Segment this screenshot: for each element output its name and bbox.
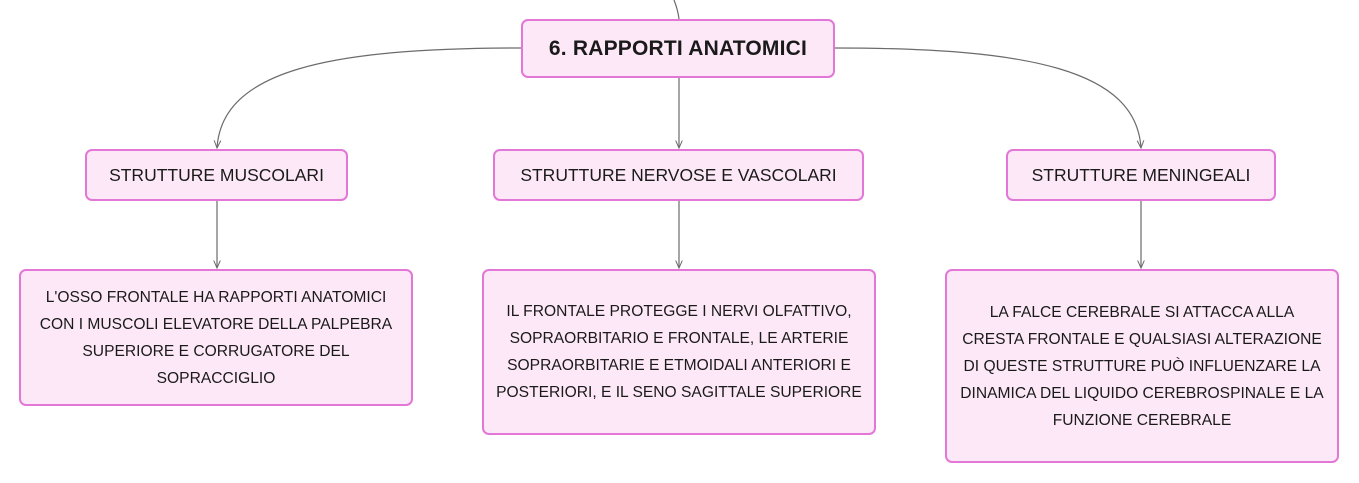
- connector-root-to-muscolari: [217, 48, 521, 148]
- branch-node-strutture-muscolari[interactable]: [85, 149, 348, 201]
- detail-node-muscolari[interactable]: [19, 269, 413, 406]
- detail-text: L'OSSO FRONTALE HA RAPPORTI ANATOMICI CON I MUSCOLI ELEVATORE DELLA PALPEBRA SUPERIORE E CORRUGATORE DEL SOPRACCIGLIO: [39, 288, 393, 387]
- detail-text: IL FRONTALE PROTEGGE I NERVI OLFATTIVO, SOPRAORBITARIO E FRONTALE, LE ARTERIE SOPRAORBITARIE E ETMOIDALI ANTERIORI E POSTERIORI, E IL SENO SAGITTALE SUPERIORE: [496, 303, 862, 401]
- branch-label: STRUTTURE MENINGEALI: [1031, 164, 1251, 185]
- detail-text: LA FALCE CEREBRALE SI ATTACCA ALLA CRESTA FRONTALE E QUALSIASI ALTERAZIONE DI QUESTE STRUTTURE PUÒ INFLUENZARE LA DINAMICA DEL LIQUIDO CEREBROSPINALE E LA FUNZIONE CEREBRALE: [960, 303, 1324, 429]
- connector-root-to-meningeali: [835, 48, 1141, 148]
- root-topic-node[interactable]: [521, 19, 835, 78]
- detail-node-nervose-vascolari[interactable]: [482, 269, 876, 435]
- branch-label: STRUTTURE NERVOSE E VASCOLARI: [520, 164, 837, 185]
- root-topic-label: 6. RAPPORTI ANATOMICI: [548, 36, 808, 60]
- branch-label: STRUTTURE MUSCOLARI: [109, 164, 324, 185]
- branch-node-strutture-nervose-vascolari[interactable]: [493, 149, 864, 201]
- connector-parent-to-root: [674, 0, 679, 19]
- branch-node-strutture-meningeali[interactable]: [1006, 149, 1276, 201]
- detail-node-meningeali[interactable]: [945, 269, 1339, 463]
